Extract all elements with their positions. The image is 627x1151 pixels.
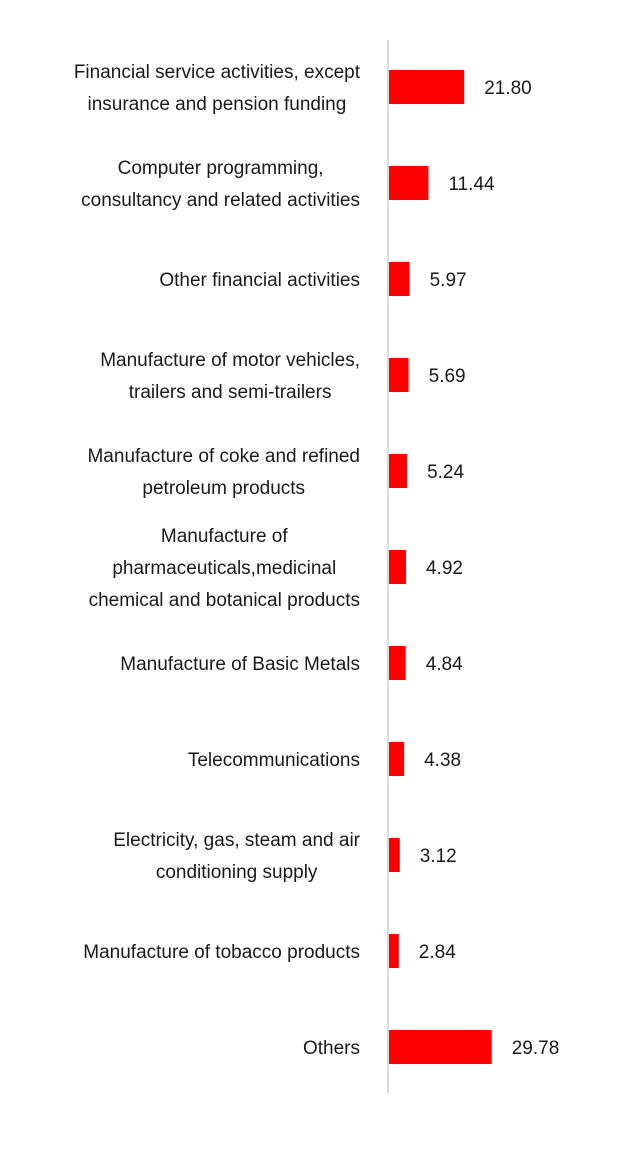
value-label-4: 5.69 — [428, 366, 466, 387]
category-label-3: Other financial activities — [159, 270, 360, 291]
value-label-1: 21.80 — [484, 78, 532, 99]
category-label-4: Manufacture of motor vehicles, trailers and semi-trailers — [100, 350, 360, 403]
category-label-7: Manufacture of Basic Metals — [120, 654, 360, 675]
bar-7 — [389, 646, 406, 680]
value-label-7: 4.84 — [425, 654, 463, 675]
category-label-5: Manufacture of coke and refined petroleum products — [87, 446, 360, 499]
bar-4 — [389, 358, 409, 392]
bar-5 — [389, 454, 407, 488]
category-label-8: Telecommunications — [187, 750, 360, 771]
value-label-2: 11.44 — [448, 174, 495, 195]
value-label-8: 4.38 — [424, 750, 462, 771]
category-label-9: Electricity, gas, steam and air conditioning supply — [113, 830, 360, 883]
value-label-10: 2.84 — [418, 942, 456, 963]
category-label-6: Manufacture of pharmaceuticals,medicinal chemical and botanical products — [88, 526, 360, 611]
bar-2 — [389, 166, 428, 200]
value-label-5: 5.24 — [427, 462, 465, 483]
category-label-2: Computer programming, consultancy and related activities — [81, 158, 360, 211]
category-label-1: Financial service activities, except insurance and pension funding — [73, 62, 360, 115]
bar-1 — [389, 70, 464, 104]
value-label-9: 3.12 — [419, 846, 457, 867]
bar-3 — [389, 262, 410, 296]
bars-group — [74, 62, 559, 1064]
category-label-10: Manufacture of tobacco products — [83, 942, 360, 963]
value-label-3: 5.97 — [429, 270, 467, 291]
category-label-11: Others — [302, 1038, 360, 1059]
value-label-11: 29.78 — [511, 1038, 560, 1059]
bar-9 — [389, 838, 400, 872]
value-label-6: 4.92 — [425, 558, 463, 579]
bar-10 — [389, 934, 399, 968]
bar-8 — [389, 742, 404, 776]
bar-6 — [389, 550, 406, 584]
bar-11 — [389, 1030, 492, 1064]
